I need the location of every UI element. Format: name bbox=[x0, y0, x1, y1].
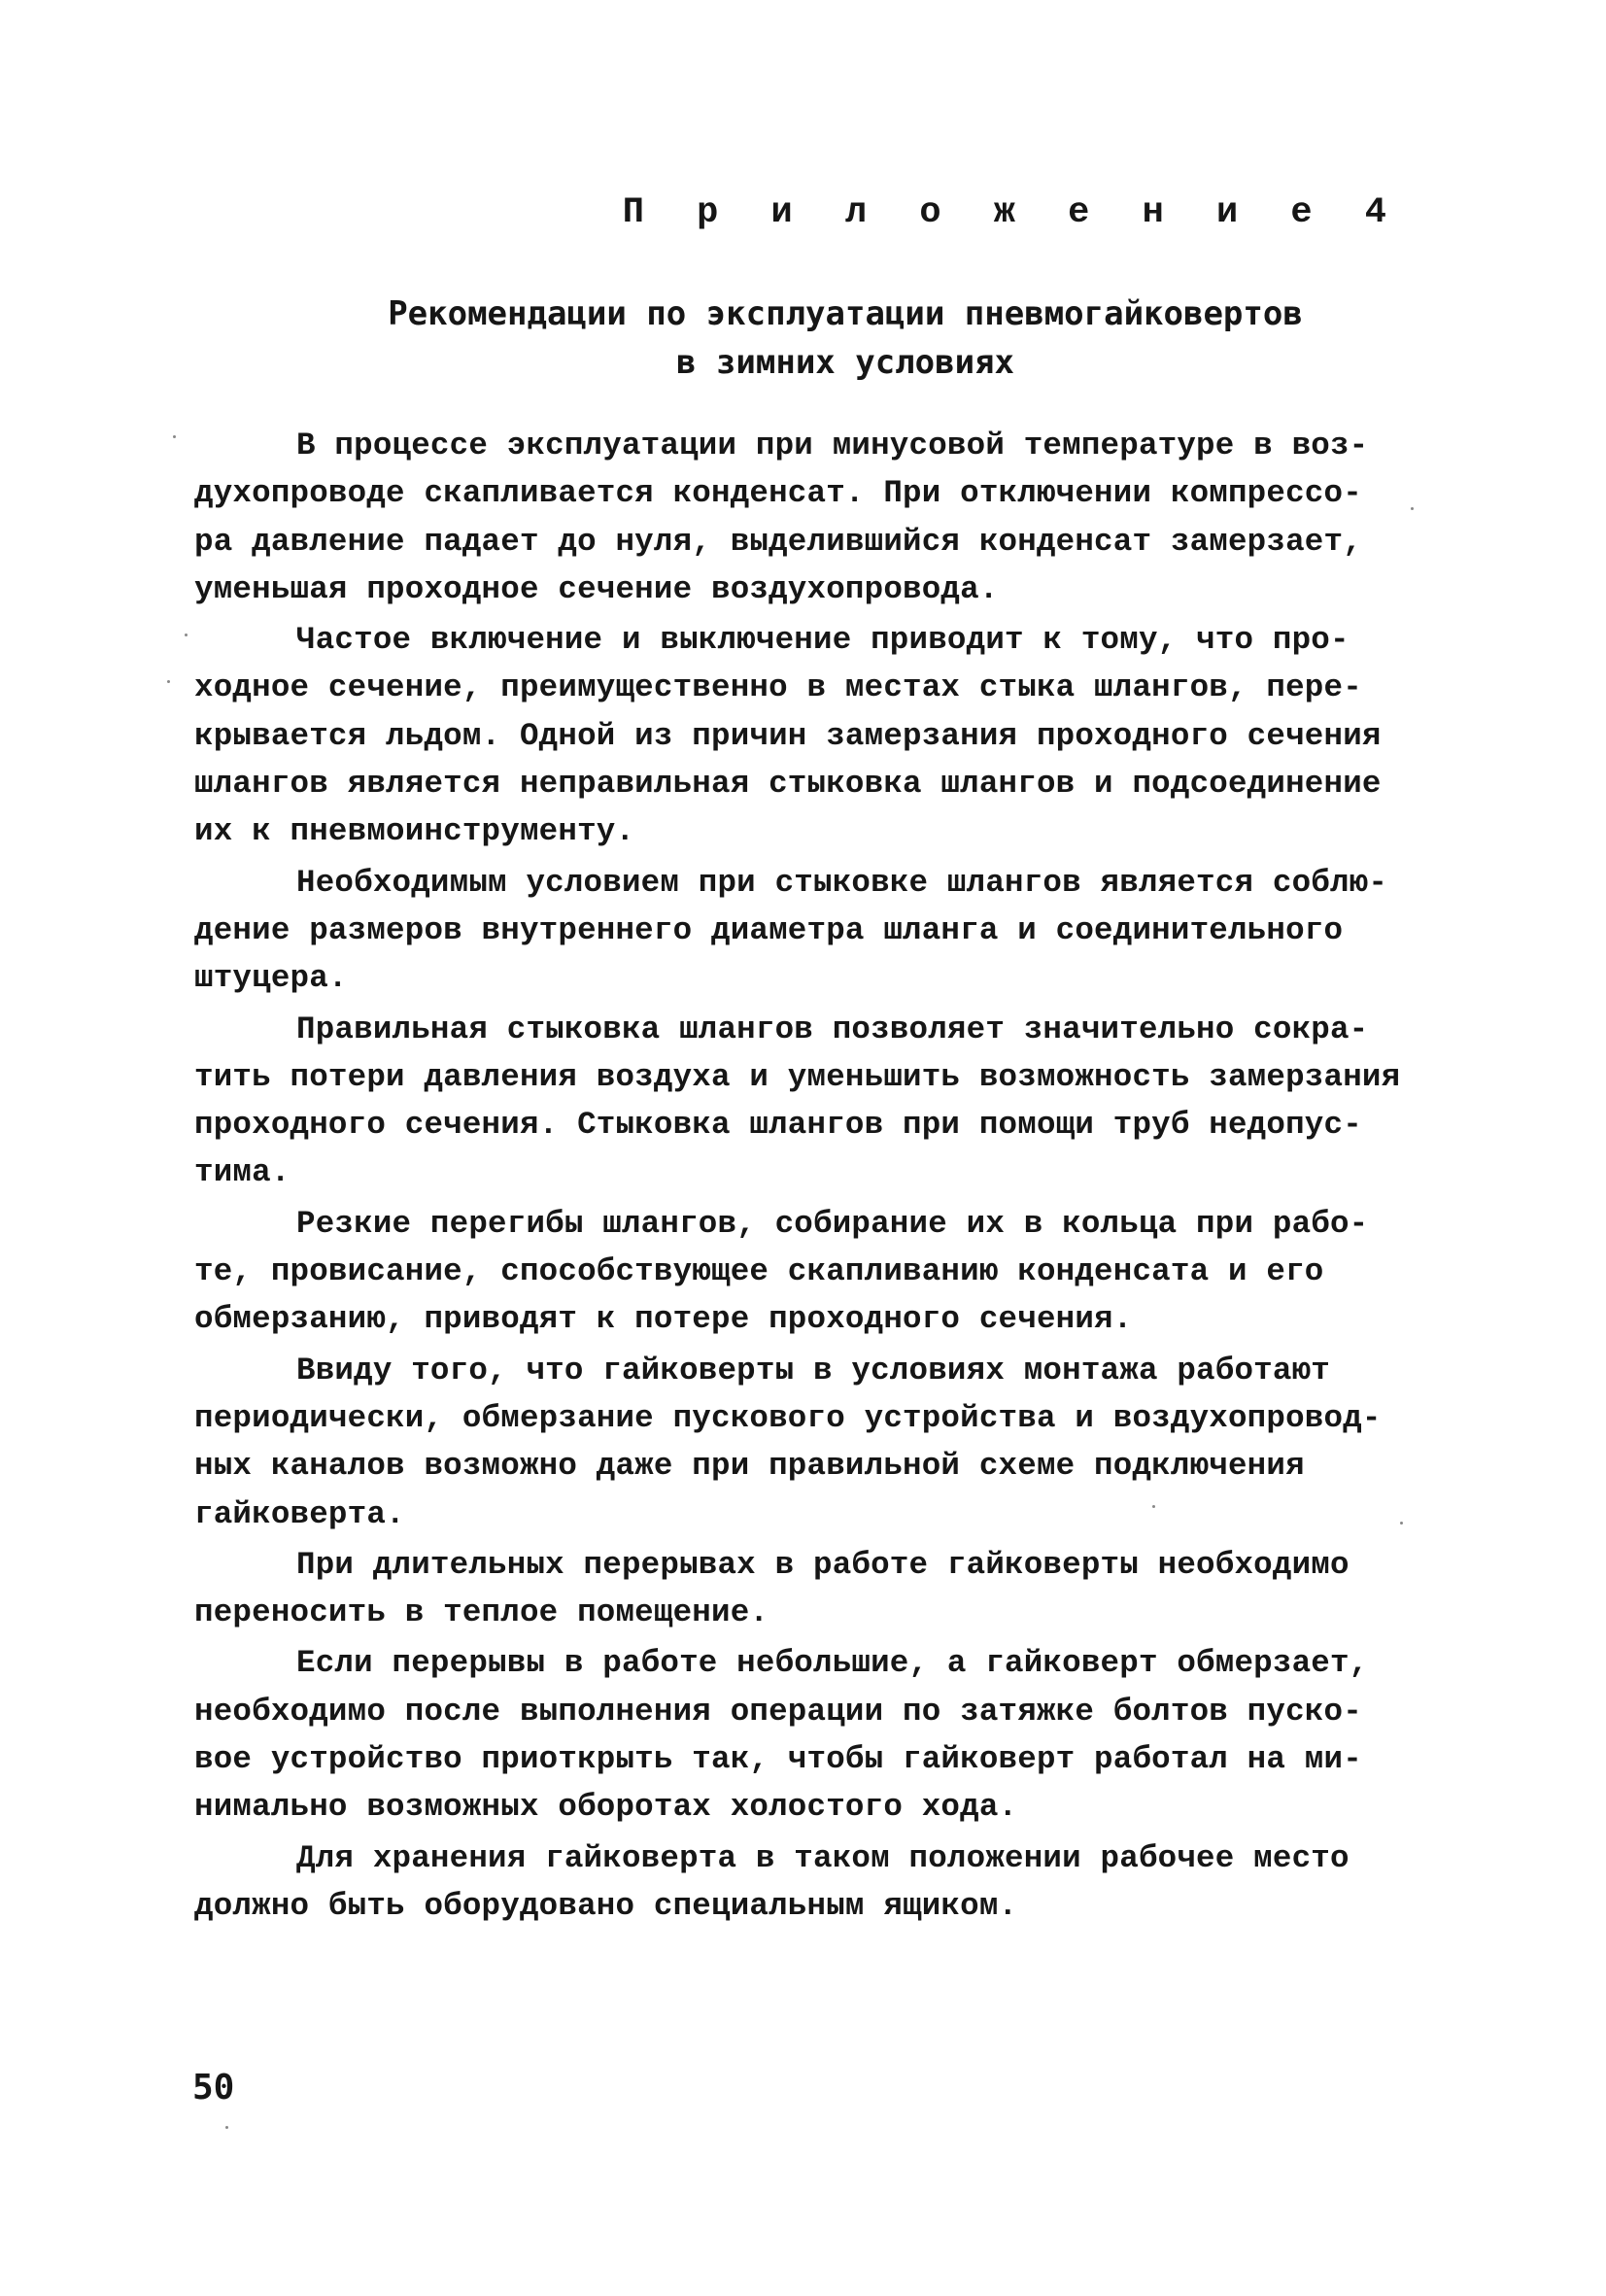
text-line: тить потери давления воздуха и уменьшить возможность замерзания bbox=[194, 1058, 1401, 1095]
text-line: Правильная стыковка шлангов позволяет значительно сокра- bbox=[296, 1011, 1369, 1047]
scan-speck bbox=[1400, 1522, 1403, 1525]
text-line: шлангов является неправильная стыковка шлангов и подсоединение bbox=[194, 766, 1382, 803]
text-line: тима. bbox=[194, 1154, 290, 1191]
document-body bbox=[194, 422, 1457, 1933]
scan-speck bbox=[225, 2126, 228, 2129]
text-line: ных каналов возможно даже при правильной схеме подключения bbox=[194, 1448, 1305, 1485]
text-line: Если перерывы в работе небольшие, а гайковерт обмерзает, bbox=[296, 1645, 1369, 1682]
text-line: штуцера. bbox=[194, 960, 348, 997]
scan-speck bbox=[173, 435, 176, 438]
scan-speck bbox=[1411, 507, 1414, 510]
text-line: их к пневмоинструменту. bbox=[194, 813, 635, 850]
appendix-label: П р и л о ж е н и е 4 bbox=[622, 192, 1402, 233]
paragraph bbox=[194, 1200, 1457, 1344]
text-line: необходимо после выполнения операции по затяжке болтов пуско- bbox=[194, 1693, 1362, 1730]
paragraph bbox=[194, 859, 1457, 1003]
text-line: гайковерта. bbox=[194, 1495, 405, 1532]
text-line: ходное сечение, преимущественно в местах стыка шлангов, пере- bbox=[194, 669, 1362, 706]
scan-speck bbox=[185, 634, 188, 636]
text-line: нимально возможных оборотах холостого хода. bbox=[194, 1789, 1018, 1826]
text-line: дение размеров внутреннего диаметра шланга и соединительного bbox=[194, 911, 1344, 948]
text-line: Необходимым условием при стыковке шлангов является соблю- bbox=[296, 864, 1388, 901]
text-line: Частое включение и выключение приводит к тому, что про- bbox=[296, 622, 1350, 659]
text-line: Ввиду того, что гайковерты в условиях монтажа работают bbox=[296, 1352, 1330, 1388]
title-line: в зимних условиях bbox=[676, 343, 1014, 382]
scan-speck bbox=[167, 680, 170, 683]
text-line: переносить в теплое помещение. bbox=[194, 1594, 769, 1631]
text-line: вое устройство приоткрыть так, чтобы гайковерт работал на ми- bbox=[194, 1741, 1362, 1778]
paragraph bbox=[194, 422, 1457, 613]
text-line: В процессе эксплуатации при минусовой температуре в воз- bbox=[296, 428, 1369, 463]
text-line: При длительных перерывах в работе гайковерты необходимо bbox=[296, 1546, 1350, 1583]
text-line: периодически, обмерзание пускового устройства и воздухопровод- bbox=[194, 1399, 1382, 1436]
text-line: ра давление падает до нуля, выделившийся конденсат замерзает, bbox=[194, 523, 1362, 560]
text-line: крывается льдом. Одной из причин замерзания проходного сечения bbox=[194, 717, 1382, 754]
title-line: Рекомендации по эксплуатации пневмогайковертов bbox=[388, 294, 1303, 333]
text-line: Резкие перегибы шлангов, собирание их в кольца при рабо- bbox=[296, 1205, 1369, 1242]
text-line: проходного сечения. Стыковка шлангов при помощи труб недопус- bbox=[194, 1107, 1362, 1144]
paragraph bbox=[194, 1541, 1457, 1637]
document-title bbox=[291, 290, 1399, 387]
text-line: обмерзанию, приводят к потере проходного сечения. bbox=[194, 1301, 1133, 1338]
paragraph bbox=[194, 1639, 1457, 1831]
text-line: Для хранения гайковерта в таком положении рабочее место bbox=[296, 1839, 1350, 1876]
text-line: те, провисание, способствующее скапливанию конденсата и его bbox=[194, 1253, 1324, 1290]
paragraph bbox=[194, 616, 1457, 855]
paragraph bbox=[194, 1834, 1457, 1931]
page-number: 50 bbox=[192, 2068, 235, 2108]
paragraph bbox=[194, 1006, 1457, 1197]
text-line: уменьшая проходное сечение воздухопровода. bbox=[194, 570, 999, 607]
paragraph bbox=[194, 1347, 1457, 1538]
scan-speck bbox=[1152, 1505, 1155, 1508]
text-line: духопроводе скапливается конденсат. При отключении компрессо- bbox=[194, 475, 1362, 512]
text-line: должно быть оборудовано специальным ящиком. bbox=[194, 1887, 1018, 1924]
